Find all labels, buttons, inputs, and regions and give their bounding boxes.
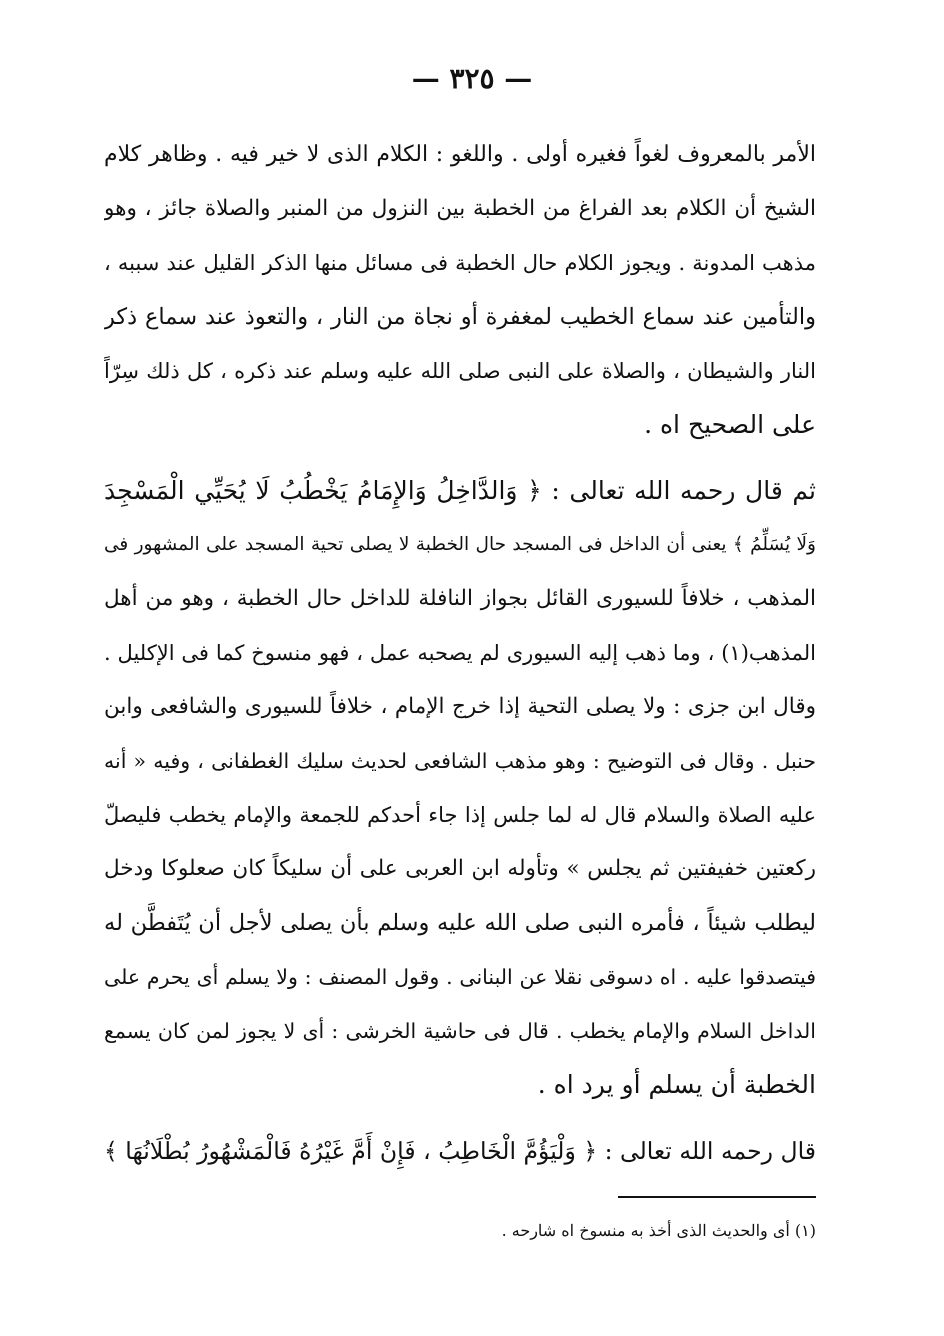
text-line: الداخل السلام والإمام يخطب . قال فى حاشية الخرشى : أى لا يجوز لمن كان يسمع <box>104 1019 816 1043</box>
text-line: ثم قال رحمه الله تعالى : ﴿ وَالدَّاخِلُ وَالإِمَامُ يَخْطُبُ لَا يُحَيِّي الْمَسْجِدَ <box>104 476 816 505</box>
text-line: ليطلب شيئاً ، فأمره النبى صلى الله عليه وسلم بأن يصلى لأجل أن يُتَفطَّن له <box>104 910 816 936</box>
text-line: الشيخ أن الكلام بعد الفراغ من الخطبة بين النزول من المنبر والصلاة جائز ، وهو <box>104 196 816 221</box>
text-line: الأمر بالمعروف لغواً فغيره أولى . واللغو : الكلام الذى لا خير فيه . وظاهر كلام <box>104 142 816 167</box>
text-line: المذهب(١) ، وما ذهب إليه السيورى لم يصحبه عمل ، فهو منسوخ كما فى الإكليل . <box>104 641 816 665</box>
text-line: على الصحيح اه . <box>644 410 816 439</box>
text-line: حنبل . وقال فى التوضيح : وهو مذهب الشافعى لحديث سليك الغطفانى ، وفيه « أنه <box>104 749 816 773</box>
text-line: المذهب ، خلافاً للسيورى القائل بجواز النافلة للداخل حال الخطبة ، وهو من أهل <box>104 586 816 611</box>
paragraph-3 <box>104 1124 816 1178</box>
text-line: فيتصدقوا عليه . اه دسوقى نقلا عن البنانى . وقول المصنف : ولا يسلم أى يحرم على <box>104 965 816 989</box>
text-line: عليه الصلاة والسلام قال له لما جلس إذا جاء أحدكم للجمعة والإمام يخطب فليصلّ <box>104 803 816 827</box>
text-line: وَلَا يُسَلِّمُ ﴾ يعنى أن الداخل فى المسجد حال الخطبة لا يصلى تحية المسجد على المشهور فى <box>104 534 816 555</box>
main-text <box>104 128 816 1178</box>
text-line: النار والشيطان ، والصلاة على النبى صلى الله عليه وسلم عند ذكره ، كل ذلك سِرّاً <box>104 359 816 383</box>
footnote-divider <box>618 1196 816 1198</box>
text-line: والتأمين عند سماع الخطيب لمغفرة أو نجاة من النار ، والتعوذ عند سماع ذكر <box>104 304 816 330</box>
text-line: مذهب المدونة . ويجوز الكلام حال الخطبة فى مسائل منها الذكر القليل عند سببه ، <box>104 251 816 275</box>
footnote: (١) أى والحديث الذى أخذ به منسوخ اه شارحه . <box>501 1221 816 1240</box>
text-line: وقال ابن جزى : ولا يصلى التحية إذا خرج الإمام ، خلافاً للسيورى والشافعى وابن <box>104 694 816 719</box>
text-line: قال رحمه الله تعالى : ﴿ وَلْيَؤُمَّ الْخَاطِبُ ، فَإِنْ أَمَّ غَيْرُهُ فَالْمَشْهُورُ بُطْلَانُهَا ﴾ <box>104 1137 816 1165</box>
text-line: ركعتين خفيفتين ثم يجلس » وتأوله ابن العربى على أن سليكاً كان صعلوكا ودخل <box>104 856 816 881</box>
paragraph-2 <box>104 464 816 1112</box>
text-line: الخطبة أن يسلم أو يرد اه . <box>537 1070 816 1099</box>
page-number: — ٣٢٥ — <box>411 62 533 95</box>
paragraph-gap <box>104 1112 816 1124</box>
paragraph-gap <box>104 452 816 464</box>
paragraph-1 <box>104 128 816 452</box>
